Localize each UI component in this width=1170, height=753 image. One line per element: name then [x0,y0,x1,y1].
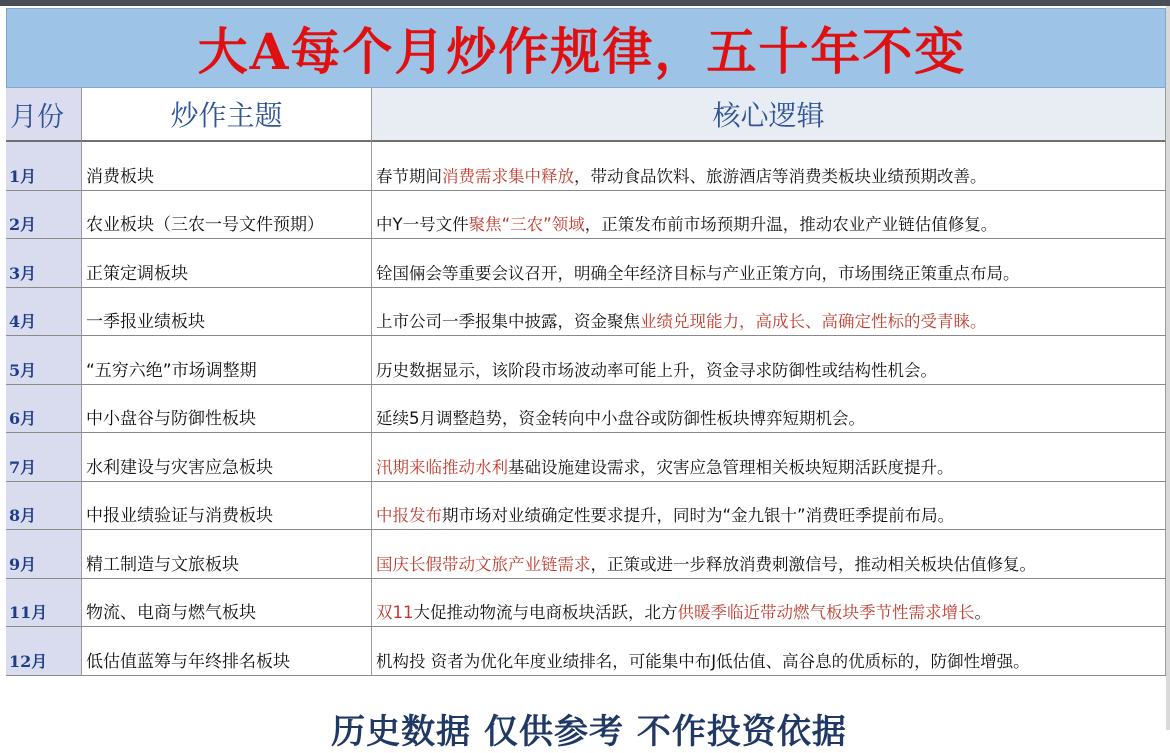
table-row [6,239,1166,288]
table-row [6,191,1166,240]
highlight-text: 汛期来临推动水利 [376,457,508,477]
month-cell: 1月 [6,142,82,190]
month-cell: 7月 [6,433,82,481]
scroll-edge [1166,6,1170,730]
logic-cell [372,239,1166,287]
logic-cell [372,288,1166,336]
month-cell: 12月 [6,627,82,675]
table-row [6,530,1166,579]
logic-cell [372,627,1166,675]
theme-cell: 一季报业绩板块 [82,288,372,336]
footer [0,690,1170,752]
logic-cell [372,336,1166,384]
logic-cell [372,579,1166,627]
logic-cell [372,530,1166,578]
theme-cell: “五穷六绝”市场调整期 [82,336,372,384]
theme-cell: 低估值蓝筹与年终排名板块 [82,627,372,675]
logic-text: 历史数据显示，该阶段市场波动率可能上升，资金寻求防御性或结构性机会。 [376,360,937,380]
window-top-bar [0,0,1170,6]
logic-cell [372,142,1166,190]
logic-text: 机构投 资者为优化年度业绩排名，可能集中布J低估值、高谷息的优质标的，防御性增强。 [376,651,1030,671]
month-cell: 6月 [6,385,82,433]
header-theme: 炒作主题 [82,88,372,142]
highlight-text: 中报发布 [376,506,442,525]
highlight-text: 消费需求集中释放 [442,166,574,186]
logic-text: ，正策发布前市场预期升温，推动农业产业链估值修复。 [584,215,998,234]
theme-cell: 消费板块 [82,142,372,190]
month-cell: 11月 [6,579,82,627]
logic-text: 基础设施建设需求，灾害应急管理相关板块短期活跃度提升。 [508,457,954,477]
header-month: 月份 [6,88,82,142]
highlight-text: 国庆长假带动文旅产业链需求 [376,554,591,574]
table-body [6,142,1166,676]
highlight-text: 业绩兑现能力，高成长、高确定性标的受青睐。 [640,312,987,331]
highlight-text: 供暖季临近带动燃气板块季节性需求增长 [677,603,975,622]
table-row [6,482,1166,531]
logic-text: 春节期间 [376,166,442,186]
table-row [6,627,1166,676]
table-row [6,142,1166,191]
table-row [6,385,1166,434]
highlight-text: 双11 [376,603,414,622]
logic-text: 上市公司一季报集中披露，资金聚焦 [376,312,640,331]
month-cell: 3月 [6,239,82,287]
logic-cell [372,385,1166,433]
month-cell: 5月 [6,336,82,384]
logic-text: 大促推动物流与电商板块活跃，北方 [413,603,678,622]
table-row [6,579,1166,628]
theme-cell: 中报业绩验证与消费板块 [82,482,372,530]
logic-text: ，正策或进一步释放消费刺激信号，推动相关板块估值修复。 [590,554,1036,574]
title-banner [6,8,1166,88]
month-cell: 9月 [6,530,82,578]
logic-text: 期市场对业绩确定性要求提升，同时为“金九银十”消费旺季提前布局。 [442,506,955,525]
theme-cell: 精工制造与文旅板块 [82,530,372,578]
logic-cell [372,191,1166,239]
logic-text: 。 [974,603,991,622]
header-logic: 核心逻辑 [372,88,1166,142]
table-row [6,433,1166,482]
disclaimer-text: 历史数据 仅供参考 不作投资依据 [331,712,847,752]
table-row [6,288,1166,337]
month-cell: 2月 [6,191,82,239]
table-header [6,88,1166,142]
logic-cell [372,482,1166,530]
month-cell: 4月 [6,288,82,336]
logic-cell [372,433,1166,481]
logic-text: 延续5月调整趋势，资金转向中小盘谷或防御性板块博弈短期机会。 [376,409,865,428]
logic-text: 铨国倆会等重要会议召开，明确全年经济目标与产业正策方向，市场围绕正策重点布局。 [376,263,1020,283]
theme-cell: 正策定调板块 [82,239,372,287]
theme-cell: 物流、电商与燃气板块 [82,579,372,627]
month-cell: 8月 [6,482,82,530]
theme-cell: 农业板块（三农一号文件预期） [82,191,372,239]
theme-cell: 水利建设与灾害应急板块 [82,433,372,481]
page-title: 大A每个月炒作规律，五十年不变 [197,22,967,81]
highlight-text: 聚焦“三农”领域 [468,215,585,234]
logic-text: ，带动食品饮料、旅游酒店等消费类板块业绩预期改善。 [574,166,987,186]
table-row [6,336,1166,385]
theme-cell: 中小盘谷与防御性板块 [82,385,372,433]
logic-text: 中Y一号文件 [376,215,469,234]
